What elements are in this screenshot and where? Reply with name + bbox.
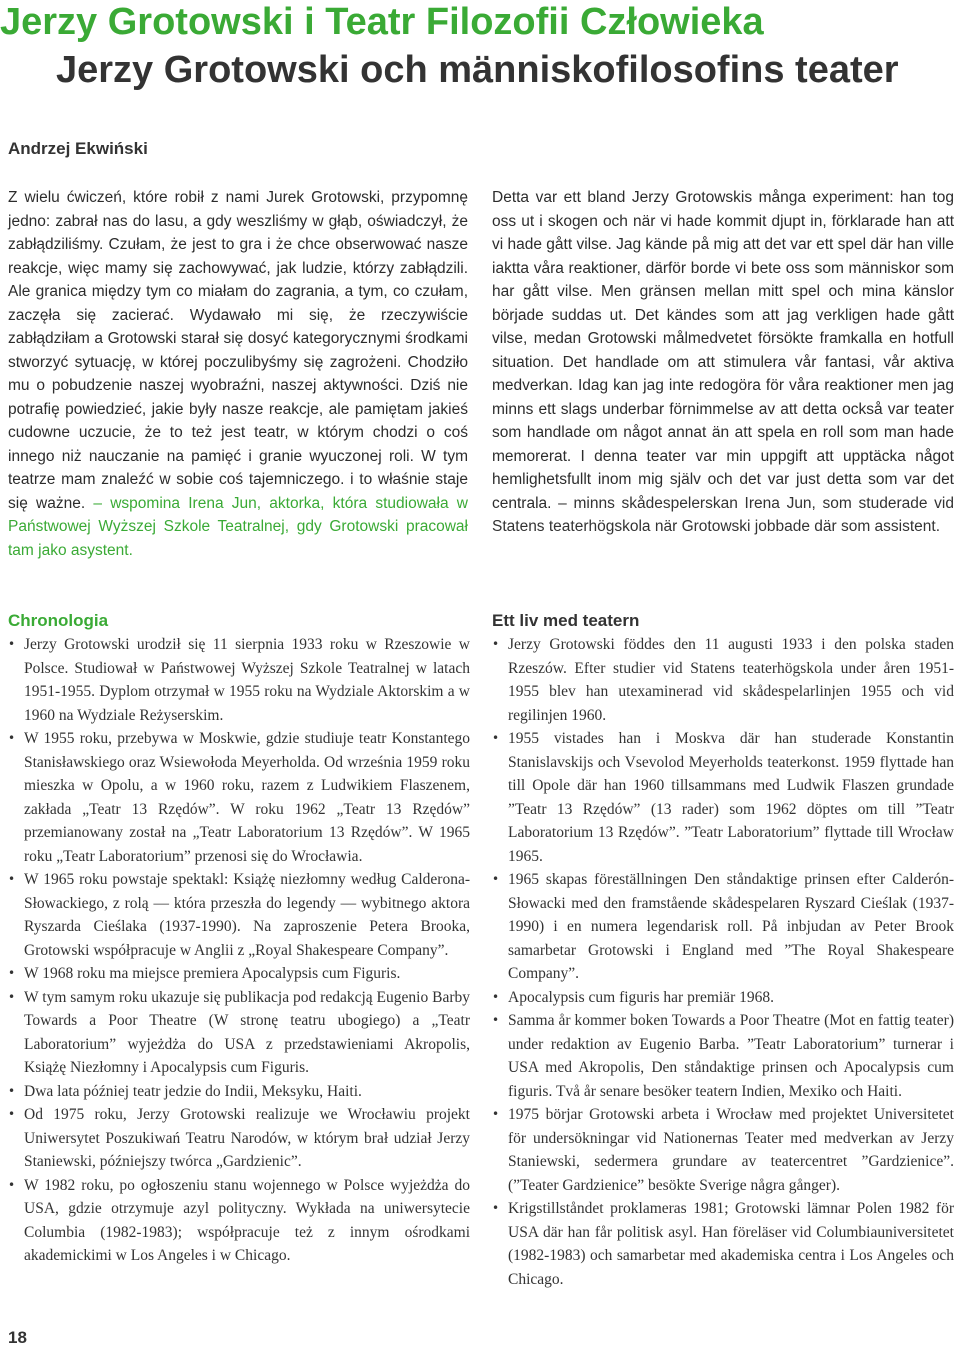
list-item: • Jerzy Grotowski urodził się 11 sierpnia 1933 roku w Rzeszowie w Polsce. Studiował w Państwowej Wyższej Szkole Teatralnej w latach 1951-1955. Dyplom otrzymał w 1955 roku na Wydziale Aktorskim a w 1960 na Wydziale Reżyserskim. [8, 633, 470, 727]
chronology-list-polish [8, 633, 470, 1268]
list-item: • Dwa lata później teatr jedzie do Indii, Meksyku, Haiti. [8, 1080, 470, 1104]
author-name: Andrzej Ekwiński [8, 139, 148, 158]
list-item: • Samma år kommer boken Towards a Poor Theatre (Mot en fattig teater) under redaktion av Eugenio Barba. ”Teatr Laboratorium” turnerar i USA med Akropolis, Den ståndaktige prinsen och Apocalypsis cum figuris. Två år senare besöker teatern Indien, Mexiko och Haiti. [492, 1009, 954, 1103]
list-item: • 1955 vistades han i Moskva där han studerade Konstantin Stanislavskijs och Vsevolod Meyerholds teaterkonst. 1959 flyttade han till Opole där han 1960 tillsammans med Ludwik Flaszen grundade ”Teatr 13 Rzędów” (13 rader) som 1962 döptes om till ”Teatr Laboratorium 13 Rzędów”. ”Teatr Laboratorium” flyttade till Wrocław 1965. [492, 727, 954, 868]
intro-polish [8, 186, 468, 562]
list-item: • 1965 skapas föreställningen Den ståndaktige prinsen efter Calderón-Słowacki med den framstående skådespelaren Ryszard Cieślak (1937-1990) i en numera legendarisk roll. På inbjudan av Peter Brook samarbetar Grotowski i England med ”The Royal Shakespeare Company”. [492, 868, 954, 986]
chronology-title-swedish: Ett liv med teatern [492, 611, 640, 630]
intro-quote-polish: Z wielu ćwiczeń, które robił z nami Jurek Grotowski, przypomnę jedno: zabrał nas do lasu, a gdy weszliśmy w głąb, oświadczył, że zabłądziliśmy. Czułam, że jest to gra i że chce obserwować nasze reakcje, więc mamy się zachowywać, jak ludzie, którzy zabłądzili. Ale granica między tym co miałam do zagrania, a tym, co czułam, zaczęła się zacierać. Wydawało mi się, że rzeczywiście zabłądziłam a Grotowski starał się dosyć kategorycznymi środkami stworzyć sytuację, w której poczulibyśmy się zagrożeni. Chodziło mu o pobudzenie naszej wyobraźni, naszej aktywności. Dziś nie potrafię powiedzieć, jakie były nasze reakcje, ale pamiętam jakieś cudowne uczucie, że to też jest teatr, w którym chodzi o coś innego niż nauczanie na pamięć i granie wyuczonej roli. W tym teatrze mam znaleźć w sobie coś tajemniczego. i to właśnie staje się ważne. [8, 189, 468, 512]
list-item: • Od 1975 roku, Jerzy Grotowski realizuje we Wrocławiu projekt Uniwersytet Poszukiwań Teatru Narodów, w którym brał udział Jerzy Staniewski, późniejszy twórca „Gardzienic”. [8, 1103, 470, 1174]
page-number: 18 [8, 1328, 27, 1347]
list-item: • Apocalypsis cum figuris har premiär 1968. [492, 986, 954, 1010]
list-item: • W 1965 roku powstaje spektakl: Książę niezłomny według Calderona-Słowackiego, z rolą — która przeszła do legendy — wybitnego aktora Ryszarda Cieślaka (1937-1990). Na zaproszenie Petera Brooka, Grotowski współpracuje w Anglii z „Royal Shakespeare Company”. [8, 868, 470, 962]
intro-swedish [492, 186, 954, 539]
chronology-title-polish: Chronologia [8, 611, 109, 630]
list-item: • W tym samym roku ukazuje się publikacja pod redakcją Eugenio Barby Towards a Poor Theatre (W stronę teatru ubogiego) a „Teatr Laboratorium” wyjeżdża do USA z przedstawieniami Akropolis, Książę Niezłomny i Apocalypsis cum Figuris. [8, 986, 470, 1080]
intro-quote-swedish: Detta var ett bland Jerzy Grotowskis många experiment: han tog oss ut i skogen och när vi hade kommit djupt in, förklarade han att vi hade gått vilse. Jag kände på mig att det var ett spel där han ville iaktta våra reaktioner, därför borde vi bete oss som människor som har gått vilse. Men gränsen mellan mitt spel och mina känslor började suddas ut. Det kändes som att jag verkligen hade gått vilse, medan Grotowski målmedvetet försökte framkalla en hotfull situation. Det handlade om att stimulera vår fantasi, vår aktiva medverkan. Idag kan jag inte redogöra för våra reaktioner men jag minns ett slags underbar förnimmelse av att detta också var teater som handlade om något annat än att spela en roll som man hade memorerat. I denna teater var min uppgift att upptäcka något hemlighetsfullt inom mig själv och det var just detta som var det centrala. [492, 189, 954, 512]
list-item: • W 1968 roku ma miejsce premiera Apocalypsis cum Figuris. [8, 962, 470, 986]
title-polish: Jerzy Grotowski i Teatr Filozofii Człowieka [0, 1, 764, 43]
title-swedish: Jerzy Grotowski och människofilosofins teater [56, 49, 899, 91]
list-item: • W 1982 roku, po ogłoszeniu stanu wojennego w Polsce wyjeżdża do USA, gdzie otrzymuje azyl polityczny. Wykłada na uniwersytecie Columbia (1982-1983); współpracuje też z innym ośrodkami akademickimi w Los Angeles i w Chicago. [8, 1174, 470, 1268]
list-item: • Jerzy Grotowski föddes den 11 augusti 1933 i den polska staden Rzeszów. Efter studier vid Statens teaterhögskola under åren 1951-1955 blev han utexaminerad vid skådespelarlinjen 1955 och vid regilinjen 1960. [492, 633, 954, 727]
list-item: • Krigstillståndet proklameras 1981; Grotowski lämnar Polen 1982 för USA där han får politisk asyl. Han föreläser vid Columbiauniversitetet (1982-1983) och samarbetar med akademiska centra i Los Angeles och Chicago. [492, 1197, 954, 1291]
intro-attribution-polish: – wspomina Irena Jun, aktorka, która studiowała w Państwowej Wyższej Szkole Teatralnej, gdy Grotowski pracował tam jako asystent. [8, 494, 469, 559]
list-item: • W 1955 roku, przebywa w Moskwie, gdzie studiuje teatr Konstantego Stanisławskiego oraz Wsiewołoda Meyerholda. Od września 1959 roku mieszka w Opolu, a w 1960 roku, razem z Ludwikiem Flaszenem, zakłada „Teatr 13 Rzędów”. W roku 1962 „Teatr 13 Rzędów” przemianowany został na „Teatr Laboratorium 13 Rzędów”. W 1965 roku „Teatr Laboratorium” przenosi się do Wrocławia. [8, 727, 470, 868]
intro-attribution-swedish: – minns skådespelerskan Irena Jun, som studerade vid Statens teaterhögskola när Grotowski jobbade där som assistent. [492, 494, 954, 535]
list-item: • 1975 börjar Grotowski arbeta i Wrocław med projektet Universitetet för undersökningar vid Nationernas Teater med medverkan av Jerzy Staniewski, sedermera grundare av teatercentret ”Gardzienice”. (”Teater Gardzienice” besökte Sverige några gånger). [492, 1103, 954, 1197]
chronology-list-swedish [492, 633, 954, 1291]
